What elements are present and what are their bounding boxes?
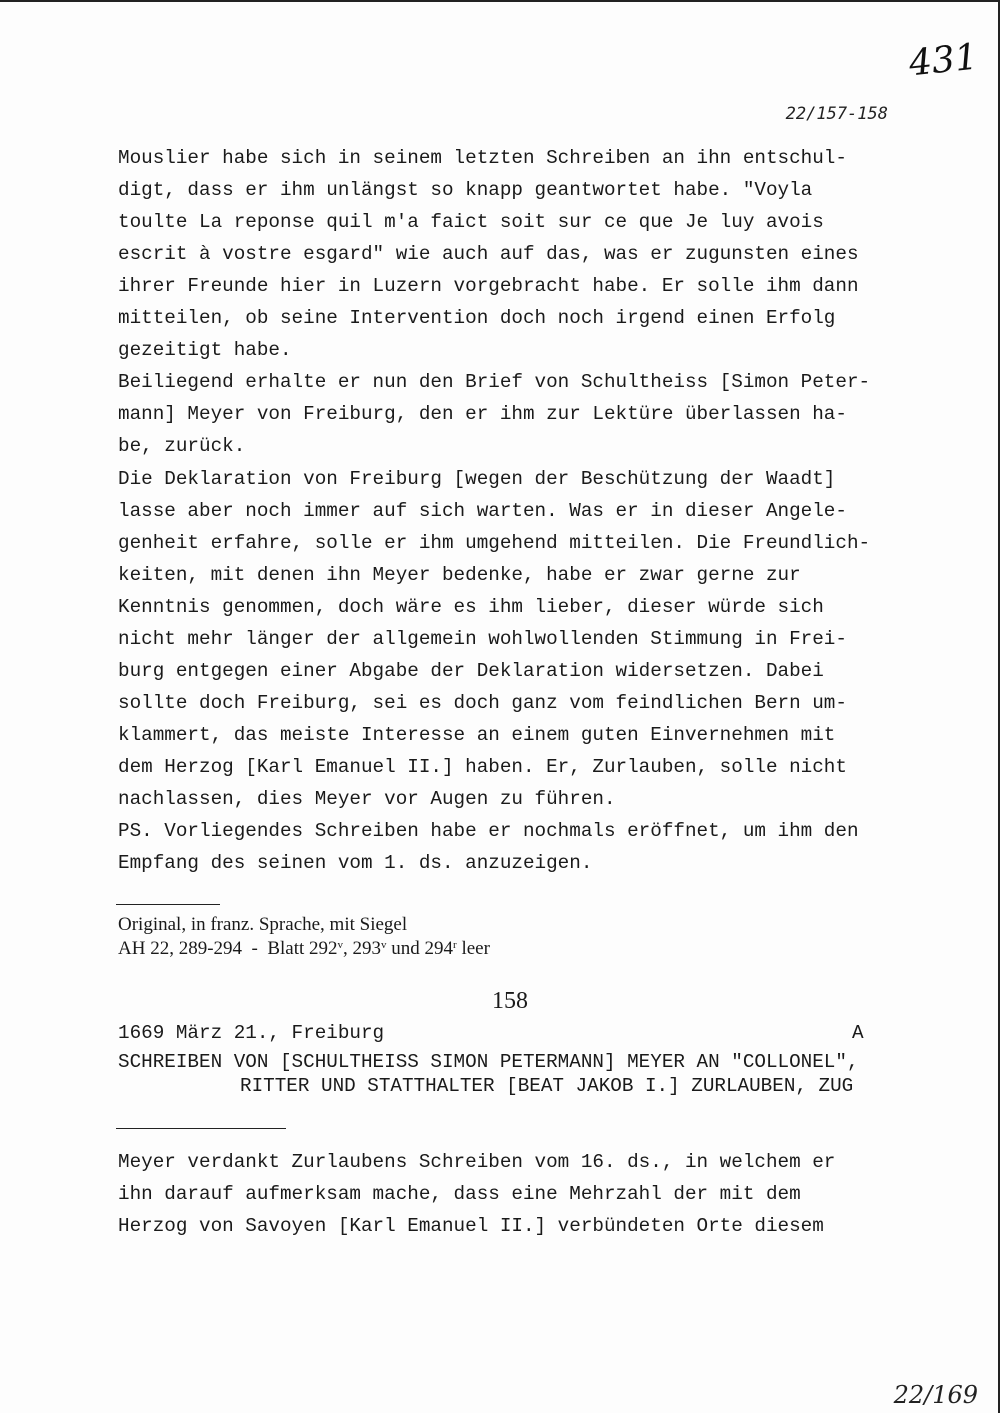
summary-line: keiten, mit denen ihn Meyer bedenke, habe er zwar gerne zur (118, 564, 801, 586)
summary-line: toulte La reponse quil m'a faict soit sur ce que Je luy avois (118, 211, 824, 233)
summary-line: burg entgegen einer Abgabe der Deklaration widersetzen. Dabei (118, 660, 824, 682)
handwritten-page-number: 431 (907, 36, 980, 85)
summary-line: be, zurück. (118, 435, 246, 457)
summary-line: ihrer Freunde hier in Luzern vorgebracht habe. Er solle ihm dann (118, 275, 859, 297)
handwritten-footer-number: 22/169 (893, 1381, 978, 1409)
section-divider (116, 1128, 286, 1129)
summary-line: Die Deklaration von Freiburg [wegen der Beschützung der Waadt] (118, 468, 836, 490)
scan-top-edge (0, 0, 1000, 2)
summary-line: digt, dass er ihm unlängst so knapp geantwortet habe. "Voyla (118, 179, 813, 201)
summary-line: lasse aber noch immer auf sich warten. Was er in dieser Angele- (118, 500, 847, 522)
summary-line: mann] Meyer von Freiburg, den er ihm zur Lektüre überlassen ha- (118, 403, 847, 425)
summary-line: PS. Vorliegendes Schreiben habe er nochmals eröffnet, um ihm den (118, 820, 859, 842)
folio-side: v (381, 939, 387, 951)
summary-line: escrit à vostre esgard" wie auch auf das, was er zugunsten eines (118, 243, 859, 265)
source-line-1: Original, in franz. Sprache, mit Siegel (118, 914, 408, 935)
source-line-2 (118, 936, 490, 962)
document-reference: 22/157-158 (785, 104, 888, 124)
summary-line: Mouslier habe sich in seinem letzten Schreiben an ihn entschul- (118, 147, 847, 169)
summary-line: sollte doch Freiburg, sei es doch ganz vom feindlichen Bern um- (118, 692, 847, 714)
source-text: AH 22, 289-294 - Blatt 292 (118, 938, 338, 959)
folio-side: r (453, 939, 457, 951)
source-text: leer (456, 938, 490, 959)
summary-line: ihn darauf aufmerksam mache, dass eine Mehrzahl der mit dem (118, 1183, 801, 1205)
summary-line: nicht mehr länger der allgemein wohlwollenden Stimmung in Frei- (118, 628, 847, 650)
summary-line: gezeitigt habe. (118, 339, 292, 361)
summary-line: Beiliegend erhalte er nun den Brief von Schultheiss [Simon Peter- (118, 371, 871, 393)
summary-line: Meyer verdankt Zurlaubens Schreiben vom 16. ds., in welchem er (118, 1151, 836, 1173)
summary-line: mitteilen, ob seine Intervention doch noch irgend einen Erfolg (118, 307, 836, 329)
folio-side: v (337, 939, 344, 951)
summary-line: Kenntnis genommen, doch wäre es ihm lieber, dieser würde sich (118, 596, 824, 618)
document-classification: A (852, 1022, 864, 1044)
summary-line: nachlassen, dies Meyer vor Augen zu führen. (118, 788, 616, 810)
document-number: 158 (492, 988, 528, 1014)
summary-line: klammert, das meiste Interesse an einem guten Einvernehmen mit (118, 724, 836, 746)
section-divider (116, 904, 220, 905)
document-title-line-1: SCHREIBEN VON [SCHULTHEISS SIMON PETERMANN] MEYER AN "COLLONEL", (118, 1051, 859, 1073)
summary-line: genheit erfahre, solle er ihm umgehend mitteilen. Die Freundlich- (118, 532, 871, 554)
document-title-line-2: RITTER UND STATTHALTER [BEAT JAKOB I.] ZURLAUBEN, ZUG (240, 1075, 854, 1097)
summary-line: Herzog von Savoyen [Karl Emanuel II.] verbündeten Orte diesem (118, 1215, 824, 1237)
source-text: , 293 (343, 938, 382, 959)
summary-line: dem Herzog [Karl Emanuel II.] haben. Er, Zurlauben, solle nicht (118, 756, 847, 778)
summary-line: Empfang des seinen vom 1. ds. anzuzeigen. (118, 852, 593, 874)
source-text: und 294 (386, 938, 454, 959)
document-date-place: 1669 März 21., Freiburg (118, 1022, 385, 1044)
